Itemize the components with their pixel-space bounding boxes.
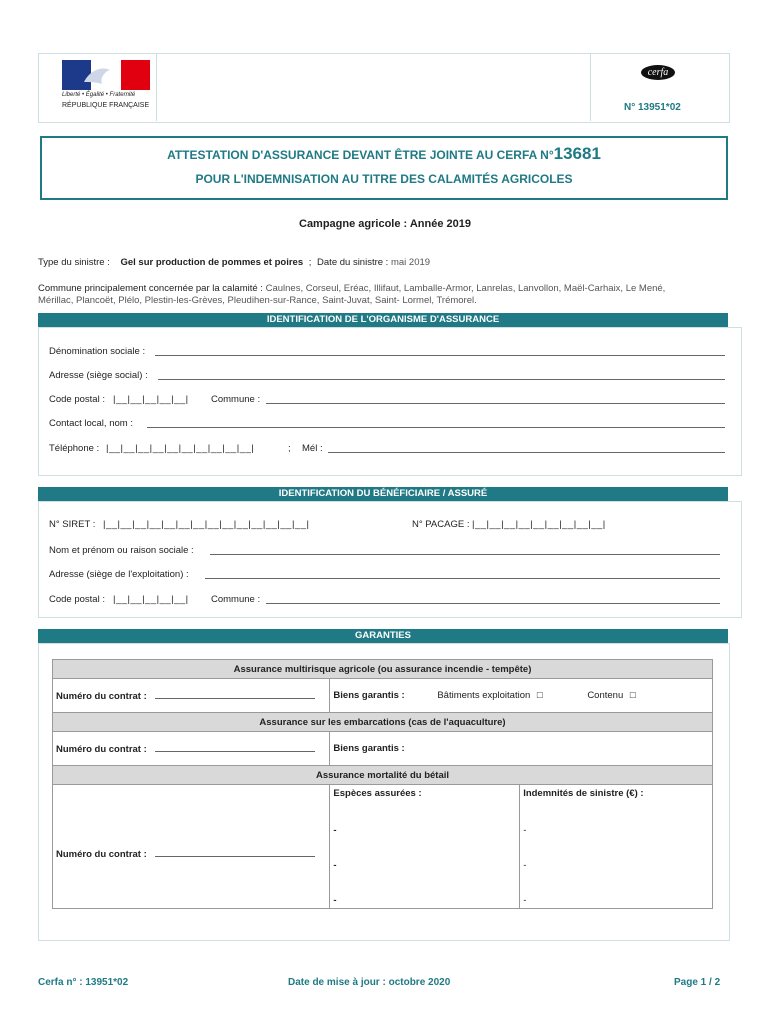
org-commune-label: Commune : bbox=[211, 394, 261, 405]
org-commune-field[interactable] bbox=[266, 394, 725, 404]
benef-siret-field[interactable]: |__|__|__|__|__|__|__|__|__|__|__|__|__|__| bbox=[103, 519, 310, 530]
especes-dash-1[interactable]: - bbox=[333, 825, 337, 836]
multirisque-contrat-label: Numéro du contrat : bbox=[56, 691, 147, 702]
embarcations-header: Assurance sur les embarcations (cas de l'aquaculture) bbox=[53, 713, 713, 732]
embarcations-contrat-cell bbox=[53, 732, 330, 766]
multirisque-biens-cell bbox=[330, 679, 713, 713]
title-line-1-prefix: ATTESTATION D'ASSURANCE DEVANT ÊTRE JOINTE AU CERFA N° bbox=[167, 148, 554, 162]
indemnites-dash-2[interactable]: - bbox=[523, 860, 527, 871]
embarcations-biens-label: Biens garantis : bbox=[333, 743, 405, 754]
benef-nom-field[interactable] bbox=[210, 545, 720, 555]
batiments-checkbox[interactable]: □ bbox=[536, 690, 543, 701]
sinistre-type-value: Gel sur production de pommes et poires bbox=[120, 257, 304, 268]
contenu-checkbox[interactable]: □ bbox=[629, 690, 636, 701]
org-mel-field[interactable] bbox=[328, 443, 725, 453]
indemnites-dash-1[interactable]: - bbox=[523, 825, 527, 836]
multirisque-contrat-cell bbox=[53, 679, 330, 713]
embarcations-biens-cell bbox=[330, 732, 713, 766]
mortalite-contrat-cell bbox=[53, 785, 330, 909]
contenu-label: Contenu bbox=[587, 690, 624, 701]
logo-name: RÉPUBLIQUE FRANÇAISE bbox=[62, 102, 150, 109]
table-row bbox=[53, 785, 713, 909]
title-cerfa-number: 13681 bbox=[553, 144, 601, 163]
especes-cell bbox=[330, 785, 520, 909]
org-contact-field[interactable] bbox=[147, 418, 725, 428]
org-contact-label: Contact local, nom : bbox=[49, 418, 133, 429]
logo-motto: Liberté • Égalité • Fraternité bbox=[62, 92, 136, 98]
title-line-2: POUR L'INDEMNISATION AU TITRE DES CALAMITÉS AGRICOLES bbox=[195, 172, 573, 186]
cerfa-logo bbox=[641, 65, 675, 80]
table-row bbox=[53, 766, 713, 785]
garanties-section-title: GARANTIES bbox=[38, 629, 728, 643]
batiments-label: Bâtiments exploitation bbox=[437, 690, 531, 701]
indemnites-dash-3[interactable]: - bbox=[523, 895, 527, 906]
benef-adresse-label: Adresse (siège de l'exploitation) : bbox=[49, 569, 189, 580]
communes-list-1: Caulnes, Corseul, Eréac, Illifaut, Lamballe-Armor, Lanrelas, Lanvollon, Maël-Carhaix, Le Mené, bbox=[265, 283, 666, 294]
multirisque-biens-label: Biens garantis : bbox=[333, 690, 405, 701]
cerfa-number: N° 13951*02 bbox=[624, 102, 681, 113]
header-divider-right bbox=[590, 53, 591, 121]
header-divider-left bbox=[156, 53, 157, 121]
org-denomination-field[interactable] bbox=[155, 346, 725, 356]
indemnites-cell bbox=[520, 785, 713, 909]
table-row bbox=[53, 679, 713, 713]
org-telephone-label: Téléphone : bbox=[49, 443, 100, 454]
benef-nom-label: Nom et prénom ou raison sociale : bbox=[49, 545, 194, 556]
org-mel-label: Mél : bbox=[302, 443, 323, 454]
embarcations-contrat-field[interactable] bbox=[155, 742, 315, 752]
garanties-table bbox=[52, 659, 713, 909]
benef-pacage-field[interactable]: |__|__|__|__|__|__|__|__|__| bbox=[472, 519, 606, 530]
table-row bbox=[53, 660, 713, 679]
benef-adresse-field[interactable] bbox=[205, 569, 720, 579]
marianne-icon bbox=[62, 60, 150, 90]
multirisque-header: Assurance multirisque agricole (ou assurance incendie - tempête) bbox=[53, 660, 713, 679]
benef-code-postal-field[interactable]: |__|__|__|__|__| bbox=[113, 594, 189, 605]
table-row bbox=[53, 732, 713, 766]
org-code-postal-field[interactable]: |__|__|__|__|__| bbox=[113, 394, 189, 405]
benef-code-postal-label: Code postal : bbox=[49, 594, 105, 605]
benef-pacage-label: N° PACAGE : bbox=[412, 519, 470, 530]
benef-commune-label: Commune : bbox=[211, 594, 261, 605]
especes-label: Espèces assurées : bbox=[333, 788, 422, 799]
sinistre-line bbox=[38, 257, 430, 268]
indemnites-label: Indemnités de sinistre (€) : bbox=[523, 788, 644, 799]
org-denomination-label: Dénomination sociale : bbox=[49, 346, 146, 357]
table-row bbox=[53, 713, 713, 732]
benef-siret-label: N° SIRET : bbox=[49, 519, 96, 530]
communes-line-2: Mérillac, Plancoët, Plélo, Plestin-les-Grèves, Pleudihen-sur-Rance, Saint-Juvat, Saint- Lormel, Trémorel. bbox=[38, 295, 477, 306]
org-telephone-field[interactable]: |__|__|__|__|__|__|__|__|__|__| bbox=[106, 443, 255, 454]
org-section-title: IDENTIFICATION DE L'ORGANISME D'ASSURANCE bbox=[38, 313, 728, 327]
footer-cerfa-number: Cerfa n° : 13951*02 bbox=[38, 977, 129, 988]
especes-dash-3[interactable]: - bbox=[333, 895, 337, 906]
multirisque-contrat-field[interactable] bbox=[155, 689, 315, 699]
embarcations-contrat-label: Numéro du contrat : bbox=[56, 744, 147, 755]
org-adresse-field[interactable] bbox=[158, 370, 725, 380]
especes-dash-2[interactable]: - bbox=[333, 860, 337, 871]
footer-page-number: Page 1 / 2 bbox=[674, 977, 721, 988]
title-box bbox=[40, 136, 728, 200]
org-adresse-label: Adresse (siège social) : bbox=[49, 370, 148, 381]
mortalite-contrat-field[interactable] bbox=[155, 847, 315, 857]
campaign-year: Campagne agricole : Année 2019 bbox=[299, 218, 471, 230]
sinistre-date-value: mai 2019 bbox=[390, 257, 431, 268]
benef-commune-field[interactable] bbox=[266, 594, 720, 604]
sinistre-type-label: Type du sinistre : bbox=[38, 257, 110, 268]
sinistre-separator: ; bbox=[308, 257, 312, 268]
title-line-1 bbox=[42, 144, 726, 164]
org-telephone-separator: ; bbox=[288, 443, 291, 454]
communes-label: Commune principalement concernée par la calamité : bbox=[38, 283, 263, 294]
mortalite-contrat-label: Numéro du contrat : bbox=[56, 848, 147, 860]
footer-update-date: Date de mise à jour : octobre 2020 bbox=[288, 977, 451, 988]
org-code-postal-label: Code postal : bbox=[49, 394, 105, 405]
republique-logo bbox=[58, 58, 154, 116]
benef-section-title: IDENTIFICATION DU BÉNÉFICIAIRE / ASSURÉ bbox=[38, 487, 728, 501]
cerfa-logo-text: cerfa bbox=[647, 67, 669, 78]
communes-line-1 bbox=[38, 283, 665, 294]
mortalite-header: Assurance mortalité du bétail bbox=[53, 766, 713, 785]
sinistre-date-label: Date du sinistre : bbox=[317, 257, 389, 268]
